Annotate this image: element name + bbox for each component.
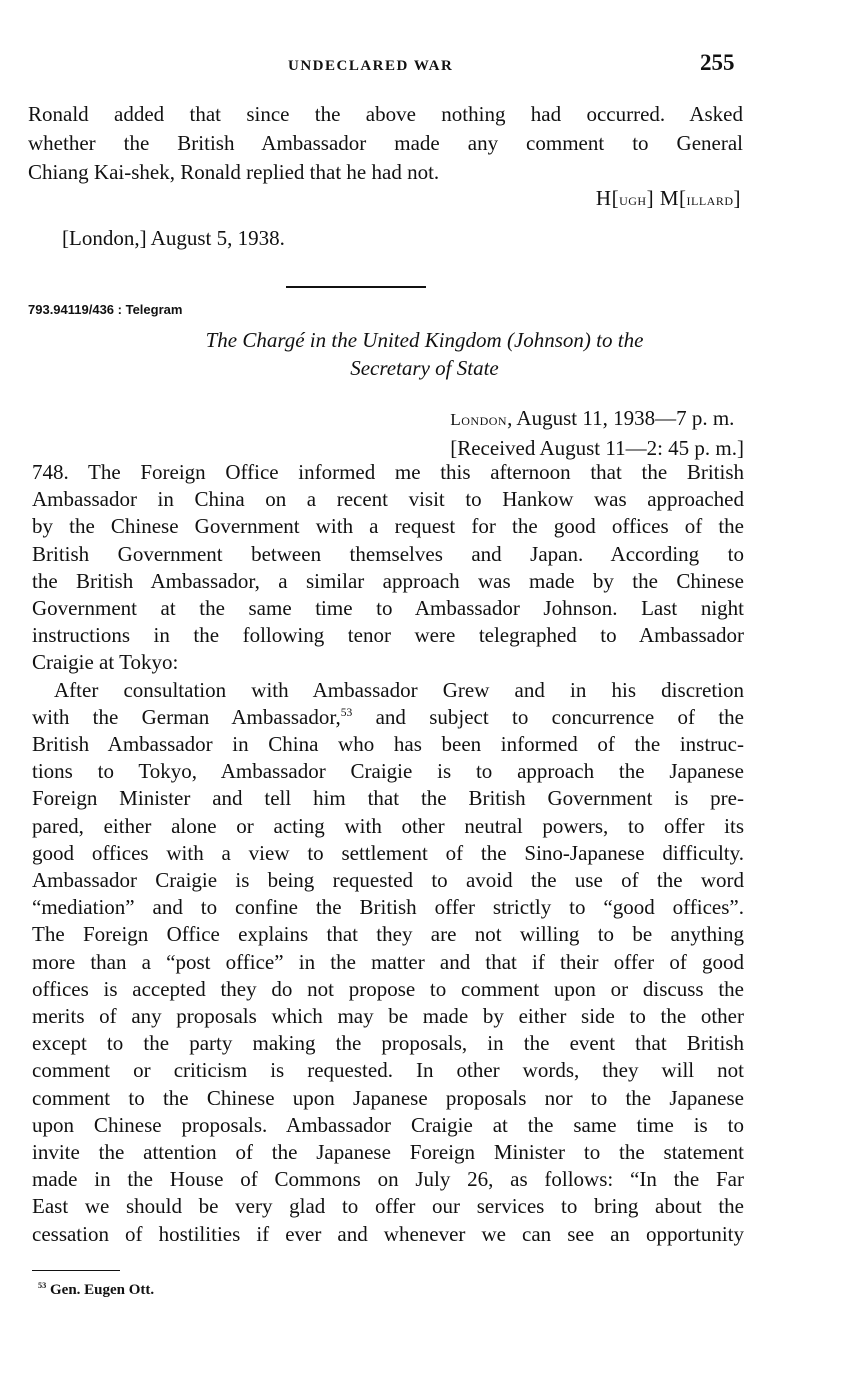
text-line: Government at the same time to Ambassador Johnson. Last night [32, 596, 744, 621]
text-line: Ambassador Craigie is being requested to avoid the use of the word [32, 868, 744, 893]
signature: H[ugh] M[illard] [595, 186, 741, 210]
dateline-sent: London, August 11, 1938—7 p. m. [450, 406, 735, 430]
place: [London,] [62, 226, 147, 250]
text-line: by the Chinese Government with a request for the good offices of the [32, 514, 744, 539]
text-line: made in the House of Commons on July 26, as follows: “In the Far [32, 1167, 744, 1192]
document-heading [28, 326, 821, 382]
text-line: After consultation with Ambassador Grew and in his discretion [54, 677, 744, 702]
text-line: whether the British Ambassador made any comment to General [28, 131, 743, 155]
text-line: Craigie at Tokyo: [32, 650, 179, 675]
text-line: British Ambassador in China who has been informed of the instruc- [32, 732, 744, 757]
text-line: with the German Ambassador,$^{53}$ and subject to concurrence of the [32, 704, 744, 729]
footnote-number: 53 [38, 1281, 47, 1290]
text-line: cessation of hostilities if ever and whenever we can see an opportunity [32, 1221, 744, 1246]
text-line: except to the party making the proposals, in the event that British [32, 1031, 744, 1056]
text-line: tions to Tokyo, Ambassador Craigie is to approach the Japanese [32, 759, 744, 784]
text-line: instructions in the following tenor were telegraphed to Ambassador [32, 623, 744, 648]
footnote [38, 1282, 154, 1299]
text-line: upon Chinese proposals. Ambassador Craigie at the same time is to [32, 1112, 744, 1137]
text-line: offices is accepted they do not propose to comment upon or discuss the [32, 976, 744, 1001]
text-line: Chiang Kai-shek, Ronald replied that he had not. [28, 160, 440, 184]
text-line: 748. The Foreign Office informed me this afternoon that the British [32, 460, 744, 484]
page-number: 255 [700, 50, 735, 75]
dateline-received: [Received August 11—2: 45 p. m.] [450, 436, 744, 460]
footnote-marker: 53 [340, 706, 353, 719]
text-line: the British Ambassador, a similar approach was made by the Chinese [32, 568, 744, 593]
text-line: The Foreign Office explains that they are not willing to be anything [32, 922, 744, 947]
section-divider [286, 286, 426, 288]
place-date [62, 226, 285, 251]
text-line: British Government between themselves and Japan. According to [32, 541, 744, 566]
text-line: more than a “post office” in the matter and that if their offer of good [32, 949, 744, 974]
dateline [450, 404, 744, 462]
heading-line: Secretary of State [350, 356, 499, 380]
file-reference: 793.94119/436 : Telegram [28, 302, 183, 317]
date: August 5, 1938. [150, 226, 285, 250]
running-title: UNDECLARED WAR [288, 58, 454, 74]
prior-document-closing [28, 100, 743, 187]
footnote-divider [32, 1270, 120, 1271]
text-line: pared, either alone or acting with other neutral powers, to offer its [32, 813, 744, 838]
heading-line: The Chargé in the United Kingdom (Johnson) to the [205, 328, 644, 352]
text-line: Ambassador in China on a recent visit to Hankow was approached [32, 487, 744, 512]
text-line: comment to the Chinese upon Japanese proposals nor to the Japanese [32, 1085, 744, 1110]
text-line: Ronald added that since the above nothing had occurred. Asked [28, 102, 743, 126]
text-line: Foreign Minister and tell him that the British Government is pre- [32, 786, 744, 811]
text-line: comment or criticism is requested. In other words, they will not [32, 1058, 744, 1083]
telegram-body [32, 459, 744, 1248]
text-line: good offices with a view to settlement of the Sino-Japanese difficulty. [32, 840, 744, 865]
text-line: merits of any proposals which may be made by either side to the other [32, 1004, 744, 1029]
footnote-text: Gen. Eugen Ott. [46, 1282, 155, 1298]
text-line: invite the attention of the Japanese Foreign Minister to the statement [32, 1140, 744, 1165]
text-line: East we should be very glad to offer our services to bring about the [32, 1194, 744, 1219]
text-line: “mediation” and to confine the British offer strictly to “good offices”. [32, 895, 744, 920]
